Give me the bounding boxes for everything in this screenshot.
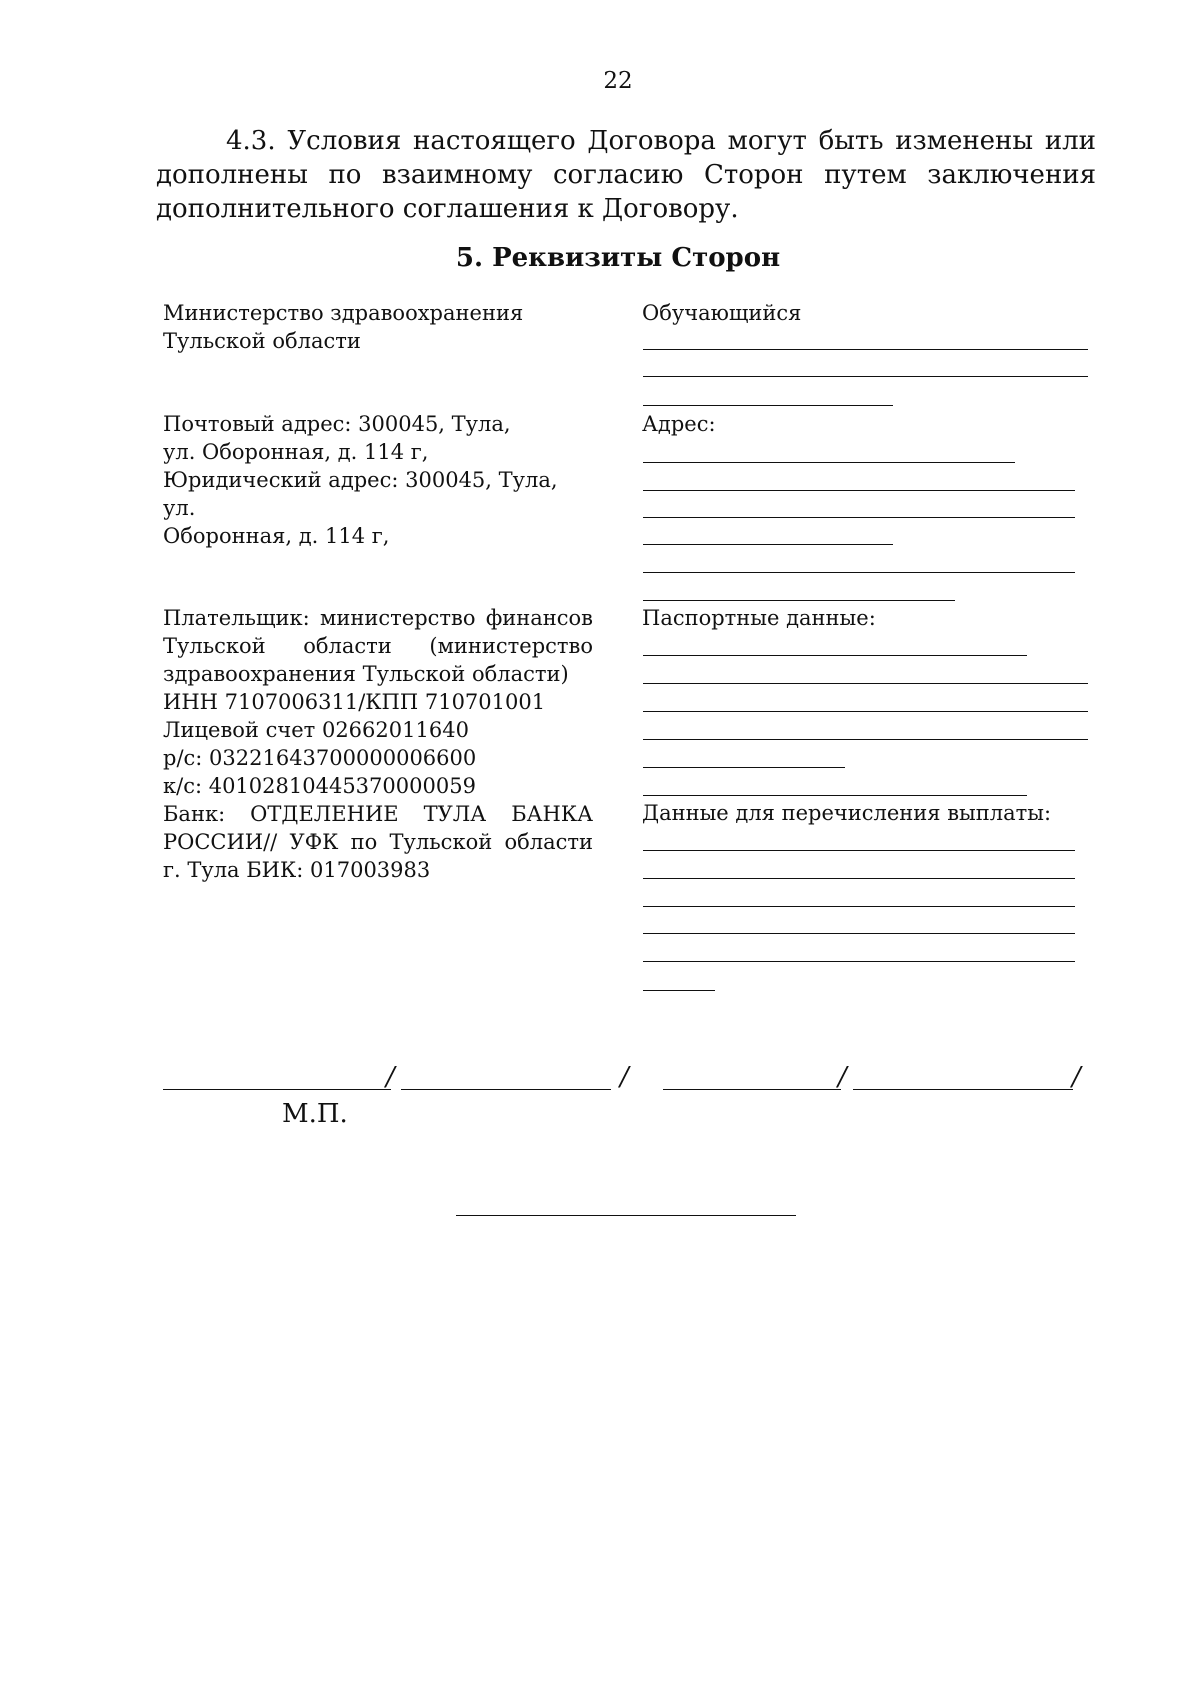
passport-line <box>643 767 845 768</box>
bank-line: г. Тула БИК: 017003983 <box>163 858 431 882</box>
bank-line: РОССИИ// УФК по Тульской области <box>163 830 593 854</box>
ministry-bank-details <box>163 604 593 884</box>
signature-separator: / <box>838 1062 847 1092</box>
student-name-line <box>643 376 1088 377</box>
payment-line <box>643 990 715 991</box>
signature-separator: / <box>1072 1062 1081 1092</box>
address-line <box>643 490 1075 491</box>
student-name-line <box>643 349 1088 350</box>
passport-line <box>643 683 1088 684</box>
legal-address-line: Юридический адрес: 300045, Тула, ул. <box>163 468 558 520</box>
payment-details-label: Данные для перечисления выплаты: <box>642 801 1052 825</box>
student-name-line <box>643 405 893 406</box>
student-signature-line <box>663 1089 841 1090</box>
payer-line: здравоохранения Тульской области) <box>163 662 569 686</box>
clause-4-3 <box>156 124 1096 226</box>
student-signature-name-line <box>853 1089 1073 1090</box>
address-line <box>643 544 893 545</box>
page-number: 22 <box>603 68 633 94</box>
passport-line <box>643 795 1027 796</box>
payment-line <box>643 933 1075 934</box>
postal-address-line: Почтовый адрес: 300045, Тула, <box>163 412 511 436</box>
clause-text: 4.3. Условия настоящего Договора могут быть изменены или дополнены по взаимному согласию Сторон путем заключения дополнительного соглашения к Договору. <box>156 126 1096 224</box>
signature-separator: / <box>386 1062 395 1092</box>
inn-kpp: ИНН 7107006311/КПП 710701001 <box>163 690 546 714</box>
ministry-signature-line <box>163 1089 391 1090</box>
payment-line <box>643 906 1075 907</box>
ministry-signature-name-line <box>401 1089 611 1090</box>
payment-line <box>643 850 1075 851</box>
section-title: 5. Реквизиты Сторон <box>455 243 781 273</box>
ministry-address <box>163 410 593 550</box>
legal-address-line: Оборонная, д. 114 г, <box>163 524 390 548</box>
address-line <box>643 462 1015 463</box>
correspondent-account: к/с: 40102810445370000059 <box>163 774 476 798</box>
address-line <box>643 600 955 601</box>
stamp-label: М.П. <box>282 1099 348 1129</box>
address-line <box>643 517 1075 518</box>
settlement-account: р/с: 03221643700000006600 <box>163 746 477 770</box>
address-label: Адрес: <box>642 412 716 436</box>
postal-address-line: ул. Оборонная, д. 114 г, <box>163 440 429 464</box>
payment-line <box>643 961 1075 962</box>
address-line <box>643 572 1075 573</box>
student-label: Обучающийся <box>642 301 802 325</box>
closing-rule <box>456 1215 796 1216</box>
personal-account: Лицевой счет 02662011640 <box>163 718 469 742</box>
passport-line <box>643 711 1088 712</box>
payer-line: Тульской области (министерство <box>163 634 593 658</box>
passport-line <box>643 655 1027 656</box>
passport-label: Паспортные данные: <box>642 606 876 630</box>
payment-line <box>643 878 1075 879</box>
signature-separator: / <box>620 1062 629 1092</box>
passport-line <box>643 739 1088 740</box>
payer-line: Плательщик: министерство финансов <box>163 606 593 630</box>
ministry-name: Министерство здравоохранения Тульской области <box>163 301 524 353</box>
bank-line: Банк: ОТДЕЛЕНИЕ ТУЛА БАНКА <box>163 802 593 826</box>
